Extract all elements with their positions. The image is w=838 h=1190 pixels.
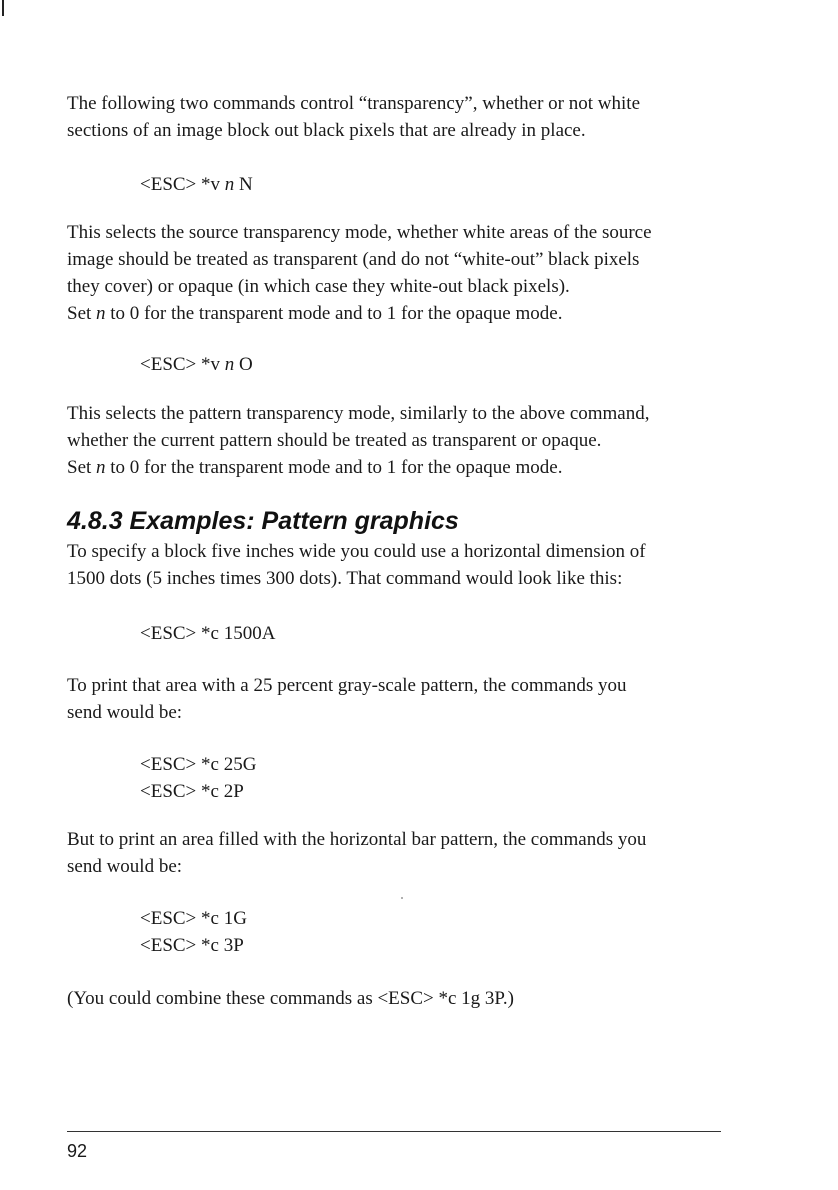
command-suffix: O	[234, 354, 253, 375]
example-gray-paragraph	[67, 672, 727, 726]
text-line: To specify a block five inches wide you could use a horizontal dimension of	[67, 541, 646, 562]
text-line: whether the current pattern should be treated as transparent or opaque.	[67, 430, 602, 451]
text-line: This selects the pattern transparency mode, similarly to the above command,	[67, 403, 650, 424]
command-prefix: <ESC> *v	[140, 354, 225, 375]
command-param: n	[224, 174, 235, 195]
intro-paragraph	[67, 90, 727, 144]
text-line: The following two commands control “transparency”, whether or not white	[67, 93, 640, 114]
command-line: <ESC> *c 3P	[140, 935, 244, 956]
command-param: n	[224, 354, 235, 375]
text-line: send would be:	[67, 702, 183, 723]
source-transparency-command	[140, 171, 253, 198]
text-line: But to print an area filled with the horizontal bar pattern, the commands you	[67, 829, 647, 850]
pattern-transparency-description	[67, 400, 727, 481]
command-suffix: N	[234, 174, 253, 195]
text-line: image should be treated as transparent (and do not “white-out” black pixels	[67, 249, 640, 270]
section-heading: 4.8.3 Examples: Pattern graphics	[67, 507, 459, 535]
command-line: <ESC> *c 25G	[140, 754, 257, 775]
combine-note: (You could combine these commands as <ESC> *c 1g 3P.)	[67, 988, 514, 1009]
text-line	[67, 300, 727, 327]
example-bar-paragraph	[67, 826, 727, 880]
text-fragment: to 0 for the transparent mode and to 1 for the opaque mode.	[105, 457, 563, 478]
text-line	[67, 454, 727, 481]
text-line: To print that area with a 25 percent gray-scale pattern, the commands you	[67, 675, 627, 696]
pattern-transparency-command	[140, 351, 253, 378]
bar-pattern-commands	[140, 905, 247, 959]
gray-pattern-commands	[140, 751, 256, 805]
text-line: 1500 dots (5 inches times 300 dots). That command would look like this:	[67, 568, 623, 589]
source-transparency-description	[67, 219, 727, 327]
footer-rule	[67, 1131, 721, 1132]
page-edge-mark	[2, 0, 4, 16]
param-n: n	[96, 303, 106, 324]
example-width-paragraph	[67, 538, 727, 592]
text-line: they cover) or opaque (in which case they white-out black pixels).	[67, 276, 570, 297]
text-fragment: to 0 for the transparent mode and to 1 for the opaque mode.	[105, 303, 563, 324]
page-number: 92	[67, 1141, 88, 1161]
text-line: This selects the source transparency mode, whether white areas of the source	[67, 222, 652, 243]
command-prefix: <ESC> *v	[140, 174, 225, 195]
command-line: <ESC> *c 2P	[140, 781, 244, 802]
text-line: sections of an image block out black pixels that are already in place.	[67, 120, 586, 141]
command-line: <ESC> *c 1G	[140, 908, 247, 929]
text-line: send would be:	[67, 856, 183, 877]
text-fragment: Set	[67, 457, 97, 478]
text-fragment: Set	[67, 303, 97, 324]
scan-speck	[401, 897, 403, 899]
width-command: <ESC> *c 1500A	[140, 623, 276, 644]
param-n: n	[96, 457, 106, 478]
